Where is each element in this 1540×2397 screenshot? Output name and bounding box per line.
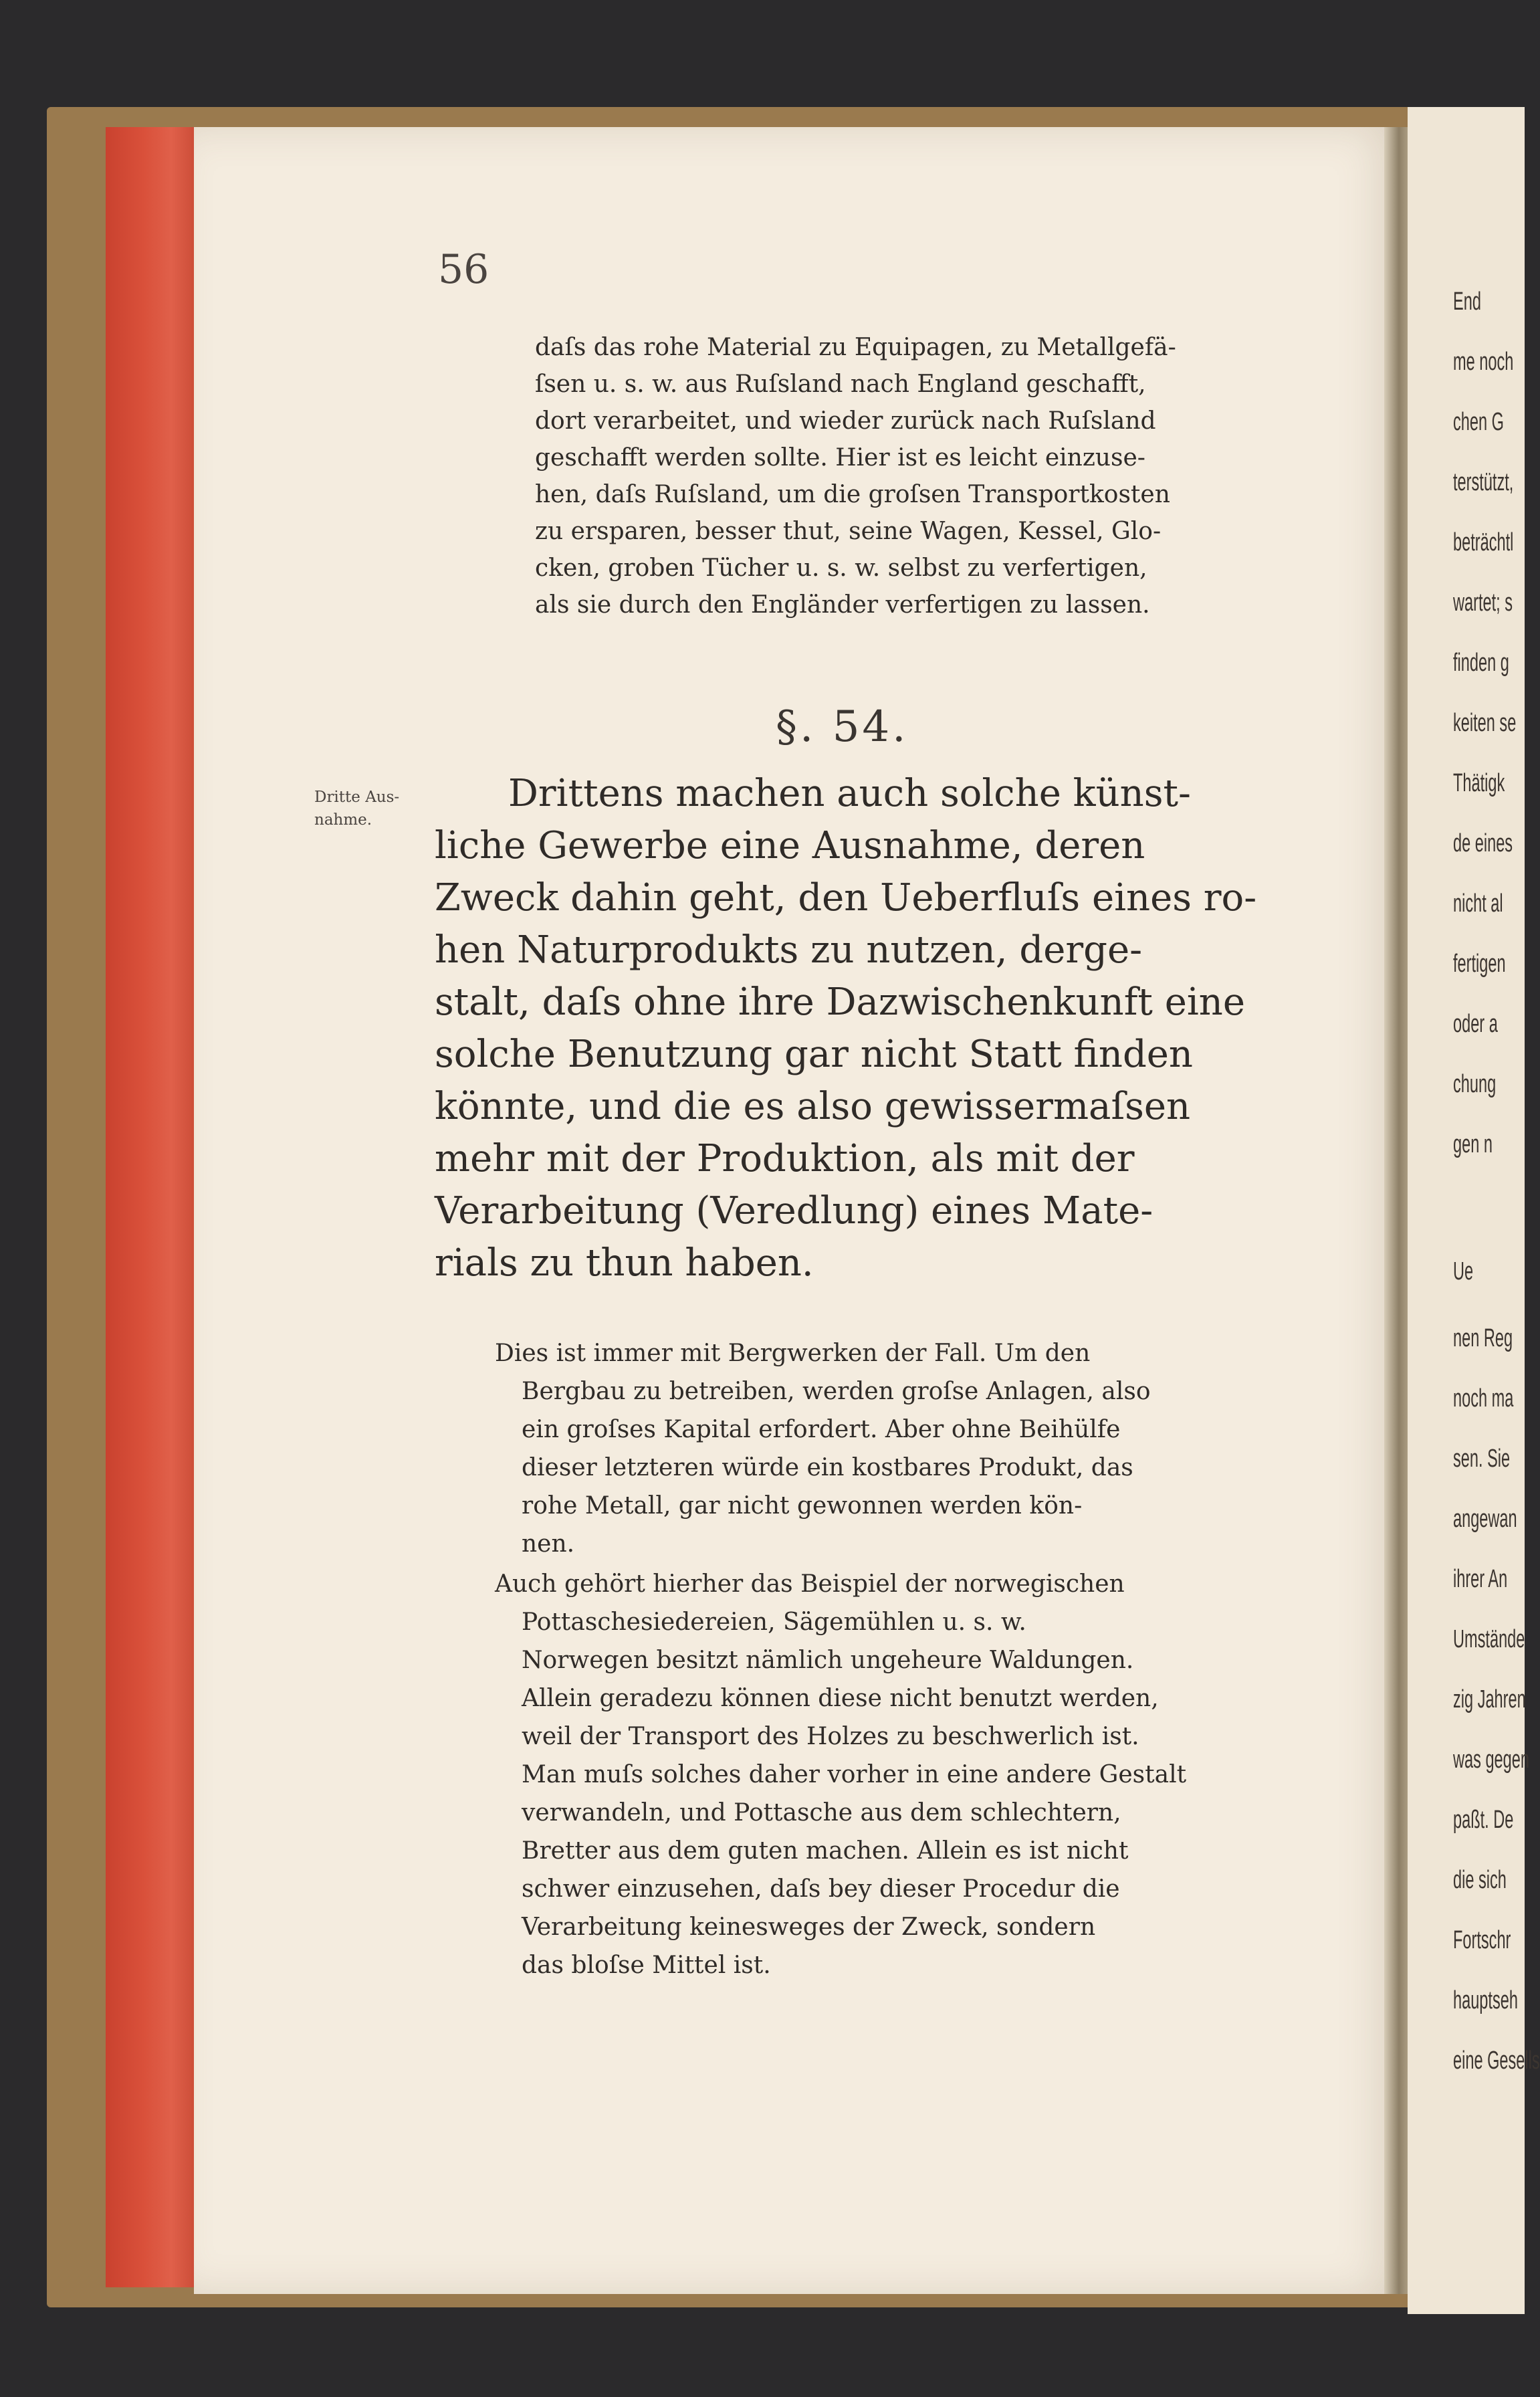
margin-note: Dritte Aus-nahme.	[314, 789, 400, 829]
text-line: nen.	[522, 1530, 575, 1558]
facing-page-line: hauptseh	[1453, 1986, 1518, 2014]
facing-page-line: Fortschr	[1453, 1926, 1511, 1954]
text-line: weil der Transport des Holzes zu beschwerlich ist.	[522, 1723, 1139, 1750]
text-line: ſsen u. s. w. aus Ruſsland nach England geschafft,	[535, 371, 1146, 398]
text-line: Bretter aus dem guten machen. Allein es ist nicht	[522, 1837, 1129, 1865]
facing-page-line: Umstände	[1453, 1625, 1525, 1653]
text-line: verwandeln, und Pottasche aus dem schlechtern,	[522, 1799, 1121, 1827]
text-line: mehr mit der Produktion, als mit der	[435, 1137, 1135, 1180]
text-line: solche Benutzung gar nicht Statt finden	[435, 1033, 1193, 1076]
text-line: Drittens machen auch solche künst-	[508, 772, 1191, 815]
continuation-paragraph	[535, 329, 1264, 623]
text-line: das bloſse Mittel ist.	[522, 1952, 771, 1979]
page-number: 56	[438, 246, 489, 293]
text-line: Norwegen besitzt nämlich ungeheure Waldungen.	[522, 1647, 1134, 1674]
facing-page-line: was gegen	[1453, 1746, 1529, 1774]
facing-page-line: gen n	[1453, 1130, 1493, 1158]
facing-page-line: chung	[1453, 1070, 1497, 1098]
note-paragraph-norway	[495, 1565, 1257, 1984]
facing-page-line: chen G	[1453, 408, 1504, 436]
text-line: Zweck dahin geht, den Ueberfluſs eines ro-	[435, 876, 1257, 920]
text-line: Bergbau zu betreiben, werden groſse Anlagen, also	[522, 1378, 1151, 1405]
facing-page-line: wartet; s	[1453, 589, 1513, 617]
facing-page-line: beträchtl	[1453, 528, 1514, 556]
text-line: Man muſs solches daher vorher in eine andere Gestalt	[522, 1761, 1187, 1788]
facing-page-line: sen. Sie	[1453, 1445, 1511, 1473]
text-line: als sie durch den Engländer verfertigen zu lassen.	[535, 591, 1150, 619]
text-line: stalt, daſs ohne ihre Dazwischenkunft eine	[435, 980, 1245, 1024]
facing-page-line: fertigen	[1453, 950, 1506, 978]
facing-page-line: eine Gesells	[1453, 2047, 1540, 2075]
facing-page-line: de eines	[1453, 829, 1513, 857]
text-line: könnte, und die es also gewissermaſsen	[435, 1085, 1191, 1128]
text-line: ein groſses Kapital erfordert. Aber ohne Beihülfe	[522, 1416, 1121, 1443]
text-line: hen, daſs Ruſsland, um die groſsen Transportkosten	[535, 481, 1170, 508]
text-line: zu ersparen, besser thut, seine Wagen, Kessel, Glo-	[535, 518, 1162, 545]
text-line: cken, groben Tücher u. s. w. selbst zu verfertigen,	[535, 554, 1147, 582]
text-line: schwer einzusehen, daſs bey dieser Procedur die	[522, 1875, 1120, 1903]
facing-page-line: zig Jahren	[1453, 1685, 1526, 1713]
note-paragraph-mining	[495, 1334, 1257, 1563]
text-line: hen Naturprodukts zu nutzen, derge-	[435, 928, 1143, 972]
text-line: rohe Metall, gar nicht gewonnen werden kön-	[522, 1492, 1083, 1520]
text-line: Verarbeitung keinesweges der Zweck, sondern	[522, 1913, 1096, 1941]
text-line: liche Gewerbe eine Ausnahme, deren	[435, 824, 1145, 867]
facing-page-line: keiten se	[1453, 709, 1517, 737]
book-gutter	[1384, 127, 1411, 2294]
text-line: dort verarbeitet, und wieder zurück nach Ruſsland	[535, 407, 1156, 435]
section-heading: §. 54.	[776, 702, 909, 752]
text-line: Allein geradezu können diese nicht benutzt werden,	[522, 1685, 1159, 1712]
page-edges-red	[106, 127, 199, 2287]
facing-page-line: finden g	[1453, 649, 1509, 677]
text-line: geschafft werden sollte. Hier ist es leicht einzuse-	[535, 444, 1145, 472]
facing-page-line: nicht al	[1453, 890, 1503, 918]
facing-page-line: End	[1453, 288, 1481, 316]
facing-page-line: Ue	[1453, 1257, 1474, 1285]
facing-page-line: oder a	[1453, 1010, 1498, 1038]
facing-page-line: terstützt,	[1453, 468, 1514, 496]
facing-page-line: me noch	[1453, 348, 1514, 376]
text-line: Auch gehört hierher das Beispiel der norwegischen	[495, 1570, 1125, 1598]
text-line: Pottaschesiedereien, Sägemühlen u. s. w.	[522, 1608, 1026, 1636]
text-line: Verarbeitung (Veredlung) eines Mate-	[435, 1189, 1153, 1233]
facing-page-line: paßt. De	[1453, 1806, 1514, 1834]
text-line: rials zu thun haben.	[435, 1241, 814, 1285]
text-line: daſs das rohe Material zu Equipagen, zu Metallgefä-	[535, 334, 1176, 361]
facing-page-line: ihrer An	[1453, 1565, 1508, 1593]
facing-page-line: angewan	[1453, 1505, 1517, 1533]
facing-page-line: Thätigk	[1453, 769, 1505, 797]
main-paragraph	[435, 768, 1264, 1289]
text-line: dieser letzteren würde ein kostbares Produkt, das	[522, 1454, 1133, 1481]
text-line: Dies ist immer mit Bergwerken der Fall. Um den	[495, 1340, 1091, 1367]
facing-page-line: die sich	[1453, 1866, 1507, 1894]
facing-page	[1408, 107, 1540, 2314]
facing-page-line: nen Reg	[1453, 1324, 1513, 1352]
facing-page-line: noch ma	[1453, 1384, 1514, 1413]
